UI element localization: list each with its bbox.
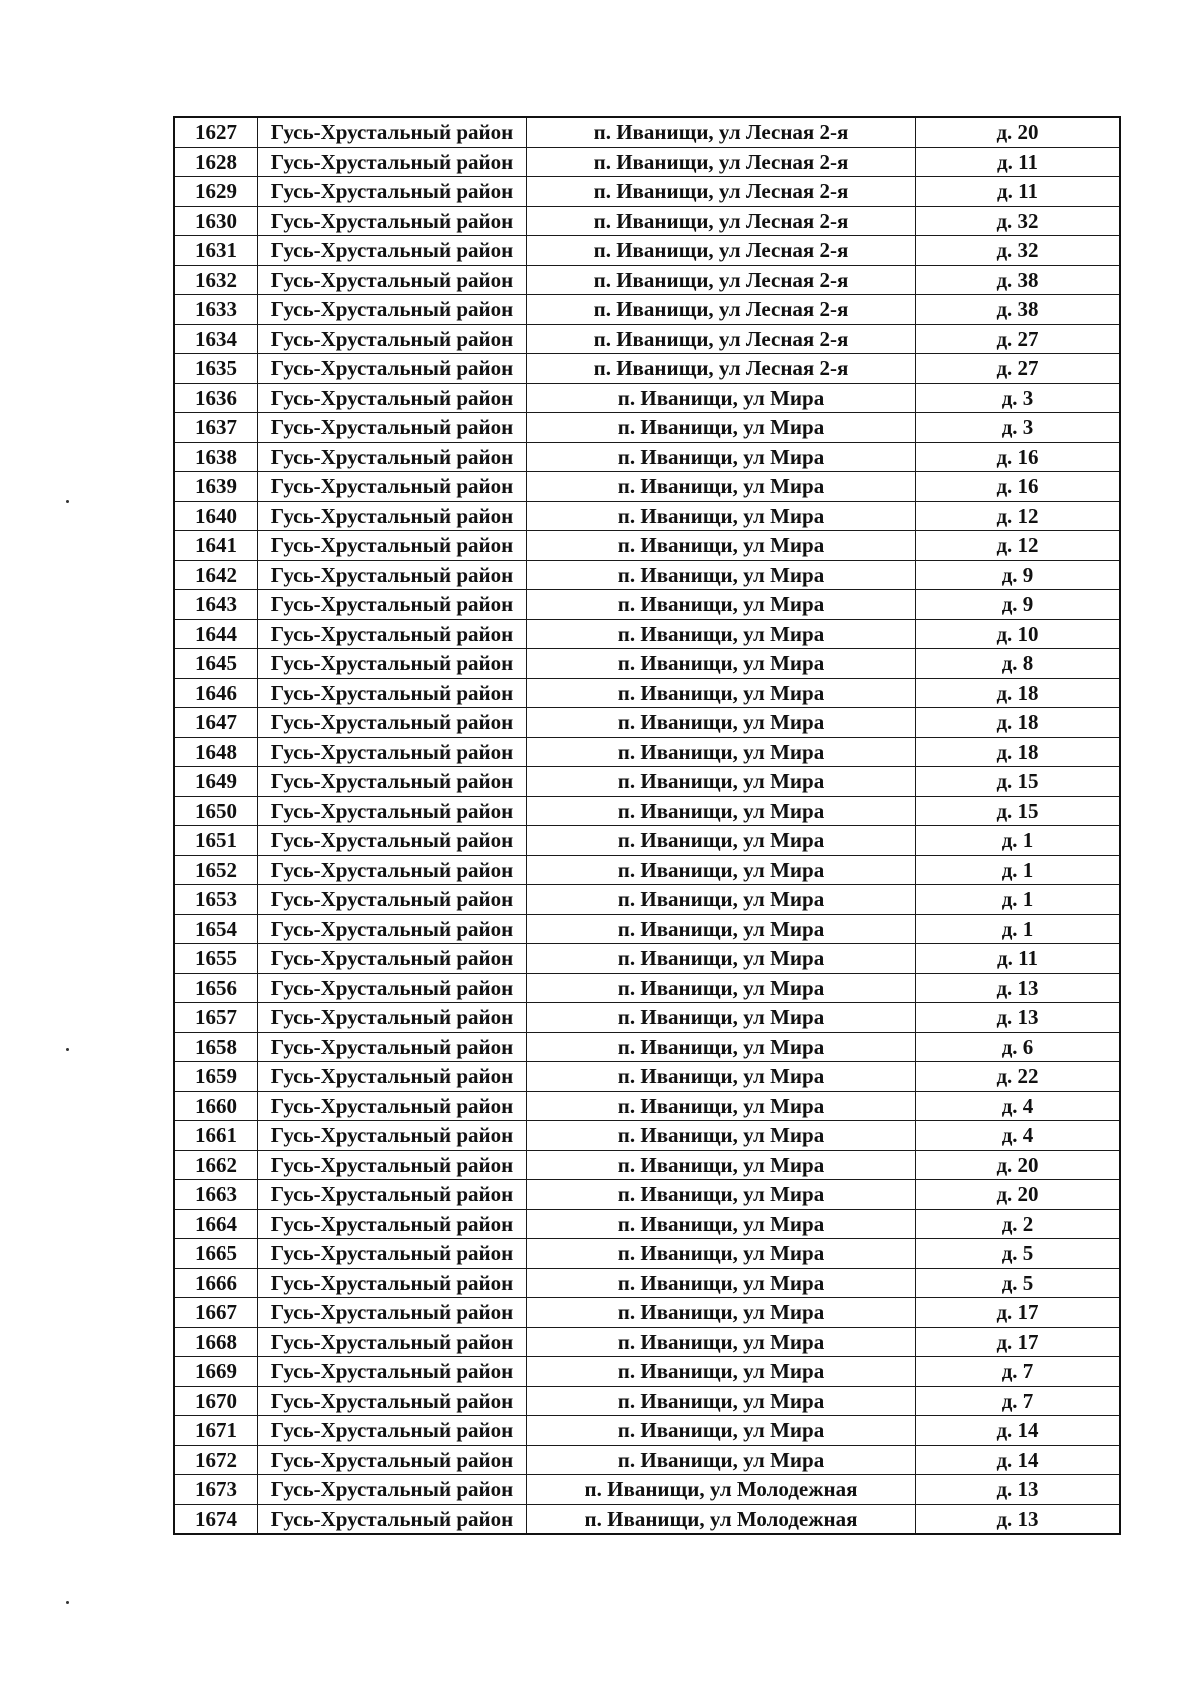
district-cell: Гусь-Хрустальный район (258, 1298, 527, 1328)
address-cell: п. Иванищи, ул Мира (527, 590, 916, 620)
house-number-cell: д. 13 (916, 1504, 1121, 1534)
address-cell: п. Иванищи, ул Мира (527, 885, 916, 915)
house-number-cell: д. 12 (916, 531, 1121, 561)
row-number-cell: 1636 (174, 383, 258, 413)
address-cell: п. Иванищи, ул Мира (527, 560, 916, 590)
district-cell: Гусь-Хрустальный район (258, 383, 527, 413)
house-number-cell: д. 22 (916, 1062, 1121, 1092)
row-number-cell: 1674 (174, 1504, 258, 1534)
district-cell: Гусь-Хрустальный район (258, 1003, 527, 1033)
district-cell: Гусь-Хрустальный район (258, 590, 527, 620)
house-number-cell: д. 1 (916, 885, 1121, 915)
address-cell: п. Иванищи, ул Молодежная (527, 1475, 916, 1505)
table-row (174, 265, 1120, 295)
row-number-cell: 1672 (174, 1445, 258, 1475)
table-row (174, 1445, 1120, 1475)
district-cell: Гусь-Хрустальный район (258, 324, 527, 354)
table-row (174, 1268, 1120, 1298)
row-number-cell: 1630 (174, 206, 258, 236)
house-number-cell: д. 27 (916, 354, 1121, 384)
address-cell: п. Иванищи, ул Мира (527, 501, 916, 531)
row-number-cell: 1658 (174, 1032, 258, 1062)
table-row (174, 619, 1120, 649)
address-cell: п. Иванищи, ул Мира (527, 1180, 916, 1210)
address-cell: п. Иванищи, ул Мира (527, 708, 916, 738)
table-row (174, 295, 1120, 325)
district-cell: Гусь-Хрустальный район (258, 117, 527, 147)
table-row (174, 1003, 1120, 1033)
table-row (174, 1121, 1120, 1151)
district-cell: Гусь-Хрустальный район (258, 885, 527, 915)
table-row (174, 1298, 1120, 1328)
table-row (174, 472, 1120, 502)
district-cell: Гусь-Хрустальный район (258, 944, 527, 974)
address-cell: п. Иванищи, ул Мира (527, 1298, 916, 1328)
house-number-cell: д. 3 (916, 413, 1121, 443)
table-row (174, 826, 1120, 856)
table-row (174, 442, 1120, 472)
house-number-cell: д. 27 (916, 324, 1121, 354)
address-cell: п. Иванищи, ул Мира (527, 1268, 916, 1298)
row-number-cell: 1642 (174, 560, 258, 590)
table-row (174, 324, 1120, 354)
row-number-cell: 1631 (174, 236, 258, 266)
district-cell: Гусь-Хрустальный район (258, 501, 527, 531)
row-number-cell: 1666 (174, 1268, 258, 1298)
house-number-cell: д. 7 (916, 1386, 1121, 1416)
address-cell: п. Иванищи, ул Лесная 2-я (527, 324, 916, 354)
table-row (174, 147, 1120, 177)
district-cell: Гусь-Хрустальный район (258, 737, 527, 767)
address-cell: п. Иванищи, ул Мира (527, 1239, 916, 1269)
row-number-cell: 1637 (174, 413, 258, 443)
table-row (174, 1504, 1120, 1534)
row-number-cell: 1667 (174, 1298, 258, 1328)
row-number-cell: 1655 (174, 944, 258, 974)
scan-speck (66, 1048, 69, 1051)
table-row (174, 236, 1120, 266)
row-number-cell: 1664 (174, 1209, 258, 1239)
district-cell: Гусь-Хрустальный район (258, 826, 527, 856)
district-cell: Гусь-Хрустальный район (258, 1475, 527, 1505)
table-row (174, 1239, 1120, 1269)
house-number-cell: д. 17 (916, 1298, 1121, 1328)
row-number-cell: 1668 (174, 1327, 258, 1357)
district-cell: Гусь-Хрустальный район (258, 147, 527, 177)
district-cell: Гусь-Хрустальный район (258, 1327, 527, 1357)
address-cell: п. Иванищи, ул Лесная 2-я (527, 117, 916, 147)
address-cell: п. Иванищи, ул Мира (527, 1327, 916, 1357)
row-number-cell: 1659 (174, 1062, 258, 1092)
district-cell: Гусь-Хрустальный район (258, 295, 527, 325)
address-cell: п. Иванищи, ул Мира (527, 383, 916, 413)
house-number-cell: д. 14 (916, 1445, 1121, 1475)
table-row (174, 678, 1120, 708)
row-number-cell: 1665 (174, 1239, 258, 1269)
district-cell: Гусь-Хрустальный район (258, 1209, 527, 1239)
table-row (174, 944, 1120, 974)
scan-speck (66, 500, 69, 503)
house-number-cell: д. 4 (916, 1121, 1121, 1151)
house-number-cell: д. 6 (916, 1032, 1121, 1062)
house-number-cell: д. 11 (916, 147, 1121, 177)
address-cell: п. Иванищи, ул Лесная 2-я (527, 206, 916, 236)
district-cell: Гусь-Хрустальный район (258, 236, 527, 266)
scan-speck (66, 1601, 69, 1604)
table-row (174, 413, 1120, 443)
address-cell: п. Иванищи, ул Мира (527, 1150, 916, 1180)
district-cell: Гусь-Хрустальный район (258, 708, 527, 738)
row-number-cell: 1638 (174, 442, 258, 472)
district-cell: Гусь-Хрустальный район (258, 767, 527, 797)
table-row (174, 1475, 1120, 1505)
address-cell: п. Иванищи, ул Лесная 2-я (527, 295, 916, 325)
house-number-cell: д. 8 (916, 649, 1121, 679)
row-number-cell: 1650 (174, 796, 258, 826)
address-cell: п. Иванищи, ул Мира (527, 531, 916, 561)
table-row (174, 1150, 1120, 1180)
district-cell: Гусь-Хрустальный район (258, 472, 527, 502)
table-row (174, 1416, 1120, 1446)
table-row (174, 1180, 1120, 1210)
district-cell: Гусь-Хрустальный район (258, 1091, 527, 1121)
address-cell: п. Иванищи, ул Мира (527, 1445, 916, 1475)
row-number-cell: 1627 (174, 117, 258, 147)
address-cell: п. Иванищи, ул Мира (527, 678, 916, 708)
house-number-cell: д. 1 (916, 855, 1121, 885)
row-number-cell: 1640 (174, 501, 258, 531)
house-number-cell: д. 11 (916, 944, 1121, 974)
address-cell: п. Иванищи, ул Мира (527, 413, 916, 443)
table-row (174, 1357, 1120, 1387)
row-number-cell: 1644 (174, 619, 258, 649)
house-number-cell: д. 2 (916, 1209, 1121, 1239)
house-number-cell: д. 38 (916, 295, 1121, 325)
district-cell: Гусь-Хрустальный район (258, 855, 527, 885)
address-cell: п. Иванищи, ул Мира (527, 1121, 916, 1151)
table-row (174, 354, 1120, 384)
table-row (174, 973, 1120, 1003)
address-cell: п. Иванищи, ул Молодежная (527, 1504, 916, 1534)
row-number-cell: 1663 (174, 1180, 258, 1210)
house-number-cell: д. 20 (916, 1180, 1121, 1210)
table-row (174, 737, 1120, 767)
district-cell: Гусь-Хрустальный район (258, 796, 527, 826)
row-number-cell: 1643 (174, 590, 258, 620)
address-cell: п. Иванищи, ул Мира (527, 796, 916, 826)
address-cell: п. Иванищи, ул Мира (527, 1062, 916, 1092)
address-cell: п. Иванищи, ул Мира (527, 737, 916, 767)
address-cell: п. Иванищи, ул Мира (527, 619, 916, 649)
address-cell: п. Иванищи, ул Лесная 2-я (527, 147, 916, 177)
house-number-cell: д. 16 (916, 472, 1121, 502)
table-row (174, 117, 1120, 147)
table-row (174, 649, 1120, 679)
district-cell: Гусь-Хрустальный район (258, 1032, 527, 1062)
address-cell: п. Иванищи, ул Лесная 2-я (527, 354, 916, 384)
row-number-cell: 1639 (174, 472, 258, 502)
district-cell: Гусь-Хрустальный район (258, 413, 527, 443)
house-number-cell: д. 32 (916, 236, 1121, 266)
row-number-cell: 1670 (174, 1386, 258, 1416)
address-cell: п. Иванищи, ул Мира (527, 1209, 916, 1239)
district-cell: Гусь-Хрустальный район (258, 442, 527, 472)
row-number-cell: 1673 (174, 1475, 258, 1505)
house-number-cell: д. 3 (916, 383, 1121, 413)
address-cell: п. Иванищи, ул Мира (527, 1386, 916, 1416)
address-cell: п. Иванищи, ул Лесная 2-я (527, 236, 916, 266)
row-number-cell: 1671 (174, 1416, 258, 1446)
row-number-cell: 1669 (174, 1357, 258, 1387)
table-row (174, 1032, 1120, 1062)
house-number-cell: д. 18 (916, 708, 1121, 738)
house-number-cell: д. 16 (916, 442, 1121, 472)
row-number-cell: 1646 (174, 678, 258, 708)
row-number-cell: 1649 (174, 767, 258, 797)
house-number-cell: д. 9 (916, 590, 1121, 620)
house-number-cell: д. 14 (916, 1416, 1121, 1446)
row-number-cell: 1635 (174, 354, 258, 384)
district-cell: Гусь-Хрустальный район (258, 1445, 527, 1475)
row-number-cell: 1645 (174, 649, 258, 679)
table-row (174, 1209, 1120, 1239)
row-number-cell: 1632 (174, 265, 258, 295)
table-row (174, 1327, 1120, 1357)
address-cell: п. Иванищи, ул Мира (527, 944, 916, 974)
house-number-cell: д. 5 (916, 1268, 1121, 1298)
row-number-cell: 1633 (174, 295, 258, 325)
house-number-cell: д. 32 (916, 206, 1121, 236)
district-cell: Гусь-Хрустальный район (258, 1504, 527, 1534)
address-cell: п. Иванищи, ул Мира (527, 1032, 916, 1062)
table-row (174, 206, 1120, 236)
address-cell: п. Иванищи, ул Мира (527, 472, 916, 502)
address-cell: п. Иванищи, ул Лесная 2-я (527, 177, 916, 207)
table-row (174, 708, 1120, 738)
row-number-cell: 1651 (174, 826, 258, 856)
table-row (174, 796, 1120, 826)
district-cell: Гусь-Хрустальный район (258, 1268, 527, 1298)
row-number-cell: 1652 (174, 855, 258, 885)
table-row (174, 177, 1120, 207)
table-row (174, 855, 1120, 885)
row-number-cell: 1662 (174, 1150, 258, 1180)
table-row (174, 590, 1120, 620)
table-row (174, 767, 1120, 797)
address-cell: п. Иванищи, ул Мира (527, 855, 916, 885)
house-number-cell: д. 4 (916, 1091, 1121, 1121)
row-number-cell: 1657 (174, 1003, 258, 1033)
address-cell: п. Иванищи, ул Мира (527, 1003, 916, 1033)
district-cell: Гусь-Хрустальный район (258, 560, 527, 590)
house-number-cell: д. 20 (916, 117, 1121, 147)
address-cell: п. Иванищи, ул Мира (527, 1357, 916, 1387)
district-cell: Гусь-Хрустальный район (258, 914, 527, 944)
district-cell: Гусь-Хрустальный район (258, 1180, 527, 1210)
house-number-cell: д. 11 (916, 177, 1121, 207)
house-number-cell: д. 7 (916, 1357, 1121, 1387)
house-number-cell: д. 20 (916, 1150, 1121, 1180)
district-cell: Гусь-Хрустальный район (258, 1062, 527, 1092)
address-cell: п. Иванищи, ул Мира (527, 649, 916, 679)
district-cell: Гусь-Хрустальный район (258, 1121, 527, 1151)
address-cell: п. Иванищи, ул Мира (527, 1091, 916, 1121)
table-row (174, 560, 1120, 590)
house-number-cell: д. 13 (916, 973, 1121, 1003)
row-number-cell: 1660 (174, 1091, 258, 1121)
house-number-cell: д. 17 (916, 1327, 1121, 1357)
district-cell: Гусь-Хрустальный район (258, 1239, 527, 1269)
table-row (174, 1062, 1120, 1092)
address-cell: п. Иванищи, ул Мира (527, 1416, 916, 1446)
row-number-cell: 1634 (174, 324, 258, 354)
row-number-cell: 1647 (174, 708, 258, 738)
district-cell: Гусь-Хрустальный район (258, 206, 527, 236)
address-table-body (174, 117, 1120, 1534)
house-number-cell: д. 38 (916, 265, 1121, 295)
row-number-cell: 1653 (174, 885, 258, 915)
house-number-cell: д. 5 (916, 1239, 1121, 1269)
table-row (174, 1386, 1120, 1416)
house-number-cell: д. 13 (916, 1003, 1121, 1033)
district-cell: Гусь-Хрустальный район (258, 265, 527, 295)
district-cell: Гусь-Хрустальный район (258, 1386, 527, 1416)
table-row (174, 914, 1120, 944)
house-number-cell: д. 15 (916, 767, 1121, 797)
address-cell: п. Иванищи, ул Мира (527, 973, 916, 1003)
district-cell: Гусь-Хрустальный район (258, 1150, 527, 1180)
row-number-cell: 1629 (174, 177, 258, 207)
district-cell: Гусь-Хрустальный район (258, 973, 527, 1003)
row-number-cell: 1661 (174, 1121, 258, 1151)
house-number-cell: д. 12 (916, 501, 1121, 531)
district-cell: Гусь-Хрустальный район (258, 619, 527, 649)
district-cell: Гусь-Хрустальный район (258, 649, 527, 679)
row-number-cell: 1648 (174, 737, 258, 767)
table-row (174, 885, 1120, 915)
row-number-cell: 1654 (174, 914, 258, 944)
house-number-cell: д. 1 (916, 914, 1121, 944)
row-number-cell: 1641 (174, 531, 258, 561)
row-number-cell: 1656 (174, 973, 258, 1003)
address-cell: п. Иванищи, ул Лесная 2-я (527, 265, 916, 295)
table-row (174, 383, 1120, 413)
row-number-cell: 1628 (174, 147, 258, 177)
district-cell: Гусь-Хрустальный район (258, 678, 527, 708)
district-cell: Гусь-Хрустальный район (258, 531, 527, 561)
district-cell: Гусь-Хрустальный район (258, 354, 527, 384)
district-cell: Гусь-Хрустальный район (258, 177, 527, 207)
address-cell: п. Иванищи, ул Мира (527, 442, 916, 472)
district-cell: Гусь-Хрустальный район (258, 1416, 527, 1446)
house-number-cell: д. 1 (916, 826, 1121, 856)
house-number-cell: д. 10 (916, 619, 1121, 649)
house-number-cell: д. 18 (916, 678, 1121, 708)
house-number-cell: д. 9 (916, 560, 1121, 590)
district-cell: Гусь-Хрустальный район (258, 1357, 527, 1387)
address-table (173, 116, 1121, 1535)
table-row (174, 1091, 1120, 1121)
house-number-cell: д. 15 (916, 796, 1121, 826)
table-row (174, 501, 1120, 531)
address-cell: п. Иванищи, ул Мира (527, 767, 916, 797)
house-number-cell: д. 18 (916, 737, 1121, 767)
house-number-cell: д. 13 (916, 1475, 1121, 1505)
address-cell: п. Иванищи, ул Мира (527, 914, 916, 944)
address-cell: п. Иванищи, ул Мира (527, 826, 916, 856)
table-row (174, 531, 1120, 561)
